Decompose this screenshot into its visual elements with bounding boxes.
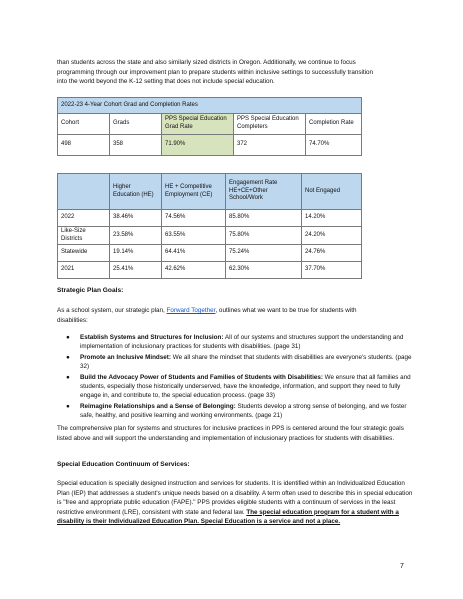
page-number: 7 bbox=[400, 563, 404, 570]
grad-cell: 74.70% bbox=[306, 135, 362, 156]
grad-table-header-row bbox=[58, 114, 362, 135]
strategic-closing-paragraph: The comprehensive plan for systems and structures for inclusive practices in PPS is centered around the four strategic goals listed above and will support the understanding and implementation of inclusionary practices for students with disabilities. bbox=[57, 425, 404, 442]
engagement-row bbox=[58, 210, 362, 227]
engagement-header-cell bbox=[58, 174, 110, 210]
continuum-heading: Special Education Continuum of Services: bbox=[57, 461, 190, 468]
goal-title: Promote an Inclusive Mindset: bbox=[80, 353, 171, 361]
goal-list-item bbox=[66, 333, 416, 352]
intro-line-2: programming through our improvement plan to prepare students within inclusive settings to successfully transition bbox=[57, 68, 374, 76]
grad-table-row bbox=[58, 135, 362, 156]
engagement-cell: 24.20% bbox=[302, 227, 362, 245]
strategic-intro-pre: As a school system, our strategic plan, bbox=[57, 307, 167, 314]
continuum-body: Special education is specially designed instruction and services for students. It is identified within an Individualized Education Plan (IEP) that addresses a student's unique needs based on a disability. A term often used to describe this in special education is "free and appropriate public education (FAPE)." PPS provides eligible students with a continuum of services in the least restrictive environment (LRE), consistent with state and federal law. bbox=[57, 480, 413, 516]
bullet-dot-icon: ● bbox=[66, 353, 70, 361]
intro-line-3: into the world beyond the K-12 setting that does not include special education. bbox=[57, 78, 275, 86]
engagement-header-cell: Not Engaged bbox=[302, 174, 362, 210]
bullet-dot-icon: ● bbox=[66, 334, 70, 341]
engagement-cell: 75.24% bbox=[226, 245, 302, 262]
engagement-header-cell: Higher Education (HE) bbox=[110, 174, 162, 210]
engagement-cell: 19.14% bbox=[110, 245, 162, 262]
engagement-cell: 24.76% bbox=[302, 245, 362, 262]
engagement-cell: 63.55% bbox=[162, 227, 226, 245]
goal-text: All of our systems and structures support the understanding and implementation of inclusionary practices for students with disabilities. (page 31) bbox=[80, 334, 404, 351]
engagement-row bbox=[58, 227, 362, 245]
engagement-cell: 74.56% bbox=[162, 210, 226, 227]
strategic-intro bbox=[57, 306, 413, 325]
strategic-intro-line-2: disabilities: bbox=[57, 316, 88, 324]
grad-completion-table bbox=[57, 97, 362, 156]
engagement-cell: 38.46% bbox=[110, 210, 162, 227]
grad-cell: 358 bbox=[110, 135, 162, 156]
intro-line-1: than students across the state and also similarly sized districts in Oregon. Additionally, we continue to focus bbox=[57, 59, 356, 66]
engagement-header-cell: HE + Competitive Employment (CE) bbox=[162, 174, 226, 210]
strategic-goals-list bbox=[66, 333, 416, 422]
bullet-dot-icon: ● bbox=[66, 373, 70, 381]
grad-header-cell: PPS Special Education Completers bbox=[234, 114, 306, 135]
intro-paragraph bbox=[57, 58, 413, 87]
grad-cell: 372 bbox=[234, 135, 306, 156]
grad-header-cell: Cohort bbox=[58, 114, 110, 135]
engagement-cell: 37.70% bbox=[302, 262, 362, 279]
engagement-row bbox=[58, 245, 362, 262]
strategic-intro-post: , outlines what we want to be true for students with bbox=[215, 307, 357, 314]
grad-header-cell: PPS Special Education Grad Rate bbox=[162, 114, 234, 135]
goal-list-item bbox=[66, 373, 416, 401]
engagement-cell: 42.62% bbox=[162, 262, 226, 279]
grad-header-cell: Completion Rate bbox=[306, 114, 362, 135]
goal-list-item bbox=[66, 402, 416, 421]
engagement-cell: 64.41% bbox=[162, 245, 226, 262]
engagement-cell: 2022 bbox=[58, 210, 110, 227]
engagement-row bbox=[58, 262, 362, 279]
goal-text: Students develop a strong sense of belonging, and we foster safe, healthy, and positive learning and working environments. (page 21) bbox=[80, 402, 407, 420]
engagement-header-row bbox=[58, 174, 362, 210]
grad-cell: 71.90% bbox=[162, 135, 234, 156]
continuum-paragraph bbox=[57, 479, 413, 527]
engagement-cell: Statewide bbox=[58, 245, 110, 262]
goal-title: Establish Systems and Structures for Inclusion: bbox=[80, 334, 224, 341]
engagement-cell: 62.30% bbox=[226, 262, 302, 279]
strategic-plan-heading: Strategic Plan Goals: bbox=[57, 287, 124, 294]
goal-title: Build the Advocacy Power of Students and Families of Students with Disabilities: bbox=[80, 373, 323, 381]
engagement-cell: 2021 bbox=[58, 262, 110, 279]
grad-cell: 498 bbox=[58, 135, 110, 156]
grad-header-cell: Grads bbox=[110, 114, 162, 135]
engagement-header-cell: Engagement Rate HE+CE+Other School/Work bbox=[226, 174, 302, 210]
engagement-cell: 23.58% bbox=[110, 227, 162, 245]
engagement-cell: 25.41% bbox=[110, 262, 162, 279]
grad-table-title: 2022-23 4-Year Cohort Grad and Completion Rates bbox=[58, 98, 362, 114]
goal-text: We ensure that all families and students, especially those historically underserved, have the knowledge, information, and support they need to fully engage in, and contribute to, the special education process. (page 33) bbox=[80, 373, 411, 400]
continuum-emphasis: The special education program for a student with a disability is their Individualized Education Plan. Special Education is a service and not a place. bbox=[57, 508, 399, 526]
goal-text: We all share the mindset that students with disabilities are everyone's students. (page 32) bbox=[80, 353, 412, 371]
engagement-cell: Like-Size Districts bbox=[58, 227, 110, 245]
forward-together-link[interactable]: Forward Together bbox=[166, 307, 216, 314]
engagement-cell: 75.80% bbox=[226, 227, 302, 245]
goal-list-item bbox=[66, 353, 416, 372]
engagement-table bbox=[57, 173, 362, 279]
bullet-dot-icon: ● bbox=[66, 402, 70, 410]
engagement-cell: 14.20% bbox=[302, 210, 362, 227]
goal-title: Reimagine Relationships and a Sense of Belonging: bbox=[80, 402, 236, 410]
engagement-cell: 85.80% bbox=[226, 210, 302, 227]
